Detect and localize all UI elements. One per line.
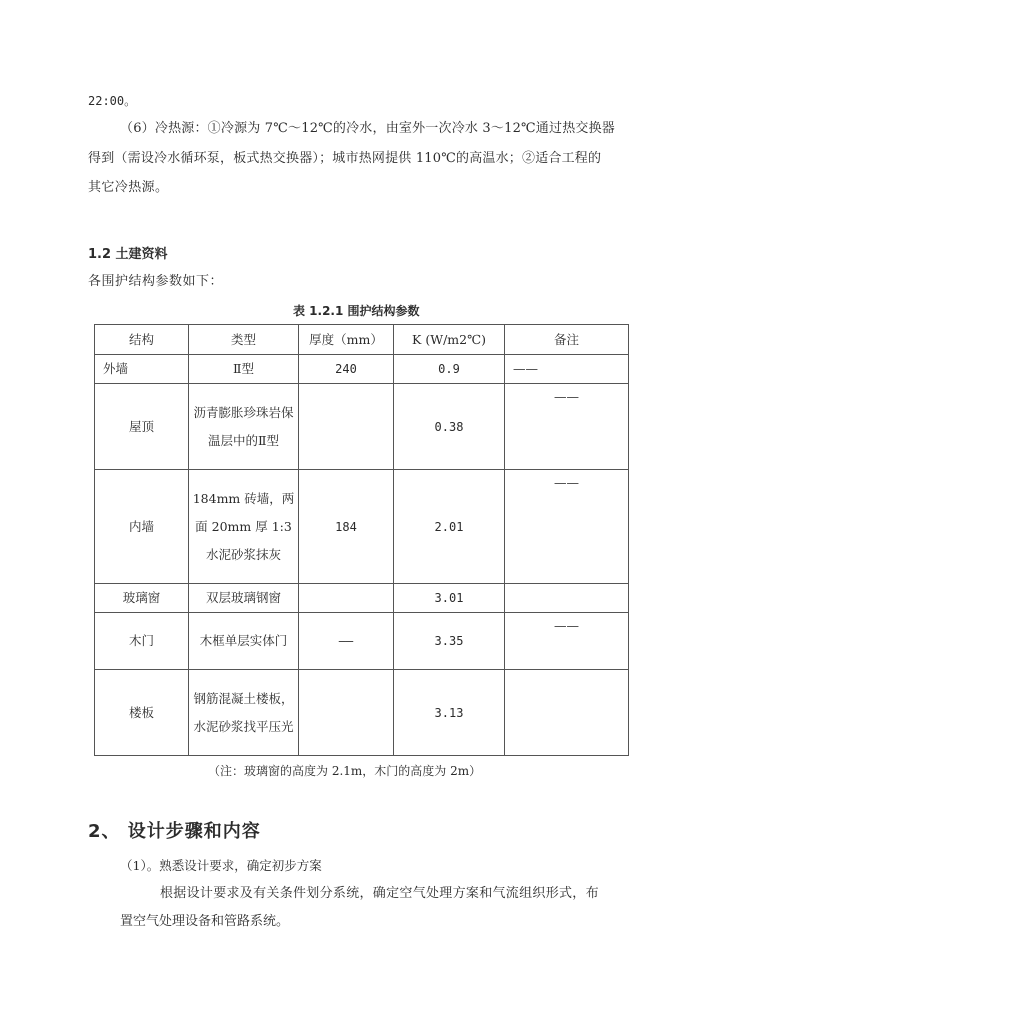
cell-type: 沥青膨胀珍珠岩保温层中的Ⅱ型 xyxy=(189,384,299,470)
cell-k-value: 2.01 xyxy=(394,470,505,584)
section-heading-2: 2、 设计步骤和内容 xyxy=(88,821,261,842)
cell-remarks: —— xyxy=(505,355,629,384)
subsection-title: （1）。熟悉设计要求，确定初步方案 xyxy=(120,858,322,873)
table-row xyxy=(95,613,629,670)
cell-remarks: —— xyxy=(505,384,629,470)
body-line-2: 置空气处理设备和管路系统。 xyxy=(120,914,290,929)
cell-thickness: 240 xyxy=(299,355,394,384)
cell-structure: 屋顶 xyxy=(95,384,189,470)
cell-structure: 玻璃窗 xyxy=(95,584,189,613)
parameter-table xyxy=(94,324,629,756)
cell-type: 184mm 砖墙，两面 20mm 厚 1:3 水泥砂浆抹灰 xyxy=(189,470,299,584)
table-caption: 表 1.2.1 围护结构参数 xyxy=(293,304,420,318)
table-row xyxy=(95,670,629,756)
time-text: 22:00。 xyxy=(88,94,137,108)
cell-type: Ⅱ型 xyxy=(189,355,299,384)
cell-structure: 木门 xyxy=(95,613,189,670)
cell-k-value: 3.13 xyxy=(394,670,505,756)
cell-thickness xyxy=(299,384,394,470)
cell-thickness xyxy=(299,584,394,613)
cell-k-value: 3.01 xyxy=(394,584,505,613)
table-row xyxy=(95,355,629,384)
header-structure: 结构 xyxy=(95,325,189,355)
cell-thickness: 184 xyxy=(299,470,394,584)
cell-structure: 内墙 xyxy=(95,470,189,584)
table-header-row xyxy=(95,325,629,355)
cell-type: 双层玻璃钢窗 xyxy=(189,584,299,613)
cell-remarks: —— xyxy=(505,470,629,584)
cell-k-value: 3.35 xyxy=(394,613,505,670)
cell-k-value: 0.38 xyxy=(394,384,505,470)
table-row xyxy=(95,584,629,613)
body-line-1: 根据设计要求及有关条件划分系统，确定空气处理方案和气流组织形式，布 xyxy=(160,886,599,901)
section-title: 1.2 土建资料 xyxy=(88,247,168,262)
cell-remarks xyxy=(505,584,629,613)
header-type: 类型 xyxy=(189,325,299,355)
cell-remarks: —— xyxy=(505,613,629,670)
header-thickness: 厚度（mm） xyxy=(299,325,394,355)
cell-thickness xyxy=(299,670,394,756)
cell-remarks xyxy=(505,670,629,756)
cell-type: 木框单层实体门 xyxy=(189,613,299,670)
cell-type: 钢筋混凝土楼板，水泥砂浆找平压光 xyxy=(189,670,299,756)
header-remarks: 备注 xyxy=(505,325,629,355)
table-row xyxy=(95,384,629,470)
table-row xyxy=(95,470,629,584)
header-k-value: K (W/m2℃) xyxy=(394,325,505,355)
cell-k-value: 0.9 xyxy=(394,355,505,384)
cell-structure: 外墙 xyxy=(95,355,189,384)
table-note: （注：玻璃窗的高度为 2.1m，木门的高度为 2m） xyxy=(208,764,482,778)
cell-structure: 楼板 xyxy=(95,670,189,756)
paragraph-line-3: 其它冷热源。 xyxy=(88,180,169,195)
intro-text: 各围护结构参数如下： xyxy=(88,274,224,289)
paragraph-line-1: （6）冷热源：①冷源为 7℃～12℃的冷水，由室外一次冷水 3～12℃通过热交换器 xyxy=(120,121,615,136)
cell-thickness: —— xyxy=(299,613,394,670)
paragraph-line-2: 得到（需设冷水循环泵，板式热交换器）；城市热网提供 110℃的高温水；②适合工程的 xyxy=(88,151,602,166)
